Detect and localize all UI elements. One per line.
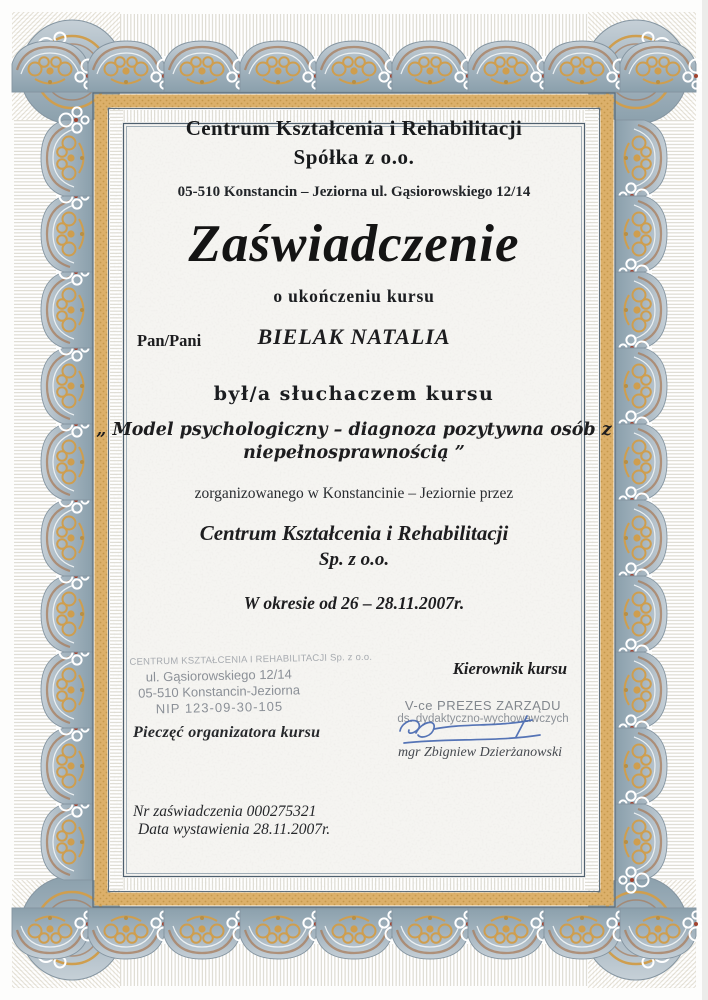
org-name-line1: Centrum Kształcenia i Rehabilitacji — [185, 116, 523, 140]
org-address: 05-510 Konstancin – Jeziorna ul. Gąsiorowskiego 12/14 — [177, 184, 531, 200]
stamp-line2: ul. Gąsiorowskiego 12/14 — [145, 666, 292, 685]
stamp-line3: 05-510 Konstancin-Jeziorna — [138, 682, 301, 701]
approver-role: Kierownik kursu — [452, 659, 568, 678]
course-name-line1: „ Model psychologiczny – diagnoza pozytywna osób z — [96, 420, 612, 440]
course-intro: był/a słuchaczem kursu — [213, 383, 495, 405]
certificate-title: Zaświadczenie — [188, 215, 520, 273]
organizer-name-line2: Sp. z o.o. — [318, 549, 390, 570]
recipient-label: Pan/Pani — [137, 331, 202, 350]
approver-position-line1: V-ce PREZES ZARZĄDU — [404, 698, 562, 713]
org-name-line2: Spółka z o.o. — [293, 145, 415, 169]
recipient-name: BIELAK NATALIA — [257, 324, 451, 349]
stamp-line4: NIP 123-09-30-105 — [155, 698, 284, 717]
organizer-stamp — [129, 651, 373, 717]
signer-name: mgr Zbigniew Dzierżanowski — [397, 745, 563, 760]
stamp-caption: Pieczęć organizatora kursu — [133, 724, 321, 741]
course-period: W okresie od 26 – 28.11.2007r. — [243, 593, 465, 613]
certificate-number: Nr zaświadczenia 000275321 — [133, 803, 317, 820]
organizer-name-line1: Centrum Kształcenia i Rehabilitacji — [199, 521, 509, 545]
course-name-line2: niepełnosprawnością ” — [243, 443, 465, 463]
issue-date: Data wystawienia 28.11.2007r. — [138, 821, 331, 838]
stamp-line1: CENTRUM KSZTAŁCENIA I REHABILITACJI Sp. z o.o. — [129, 651, 373, 668]
certificate-subtitle: o ukończeniu kursu — [273, 286, 435, 306]
approver-position-line2: ds. dydaktyczno-wychowawczych — [397, 713, 569, 725]
organized-by: zorganizowanego w Konstancinie – Jeziornie przez — [194, 485, 514, 502]
